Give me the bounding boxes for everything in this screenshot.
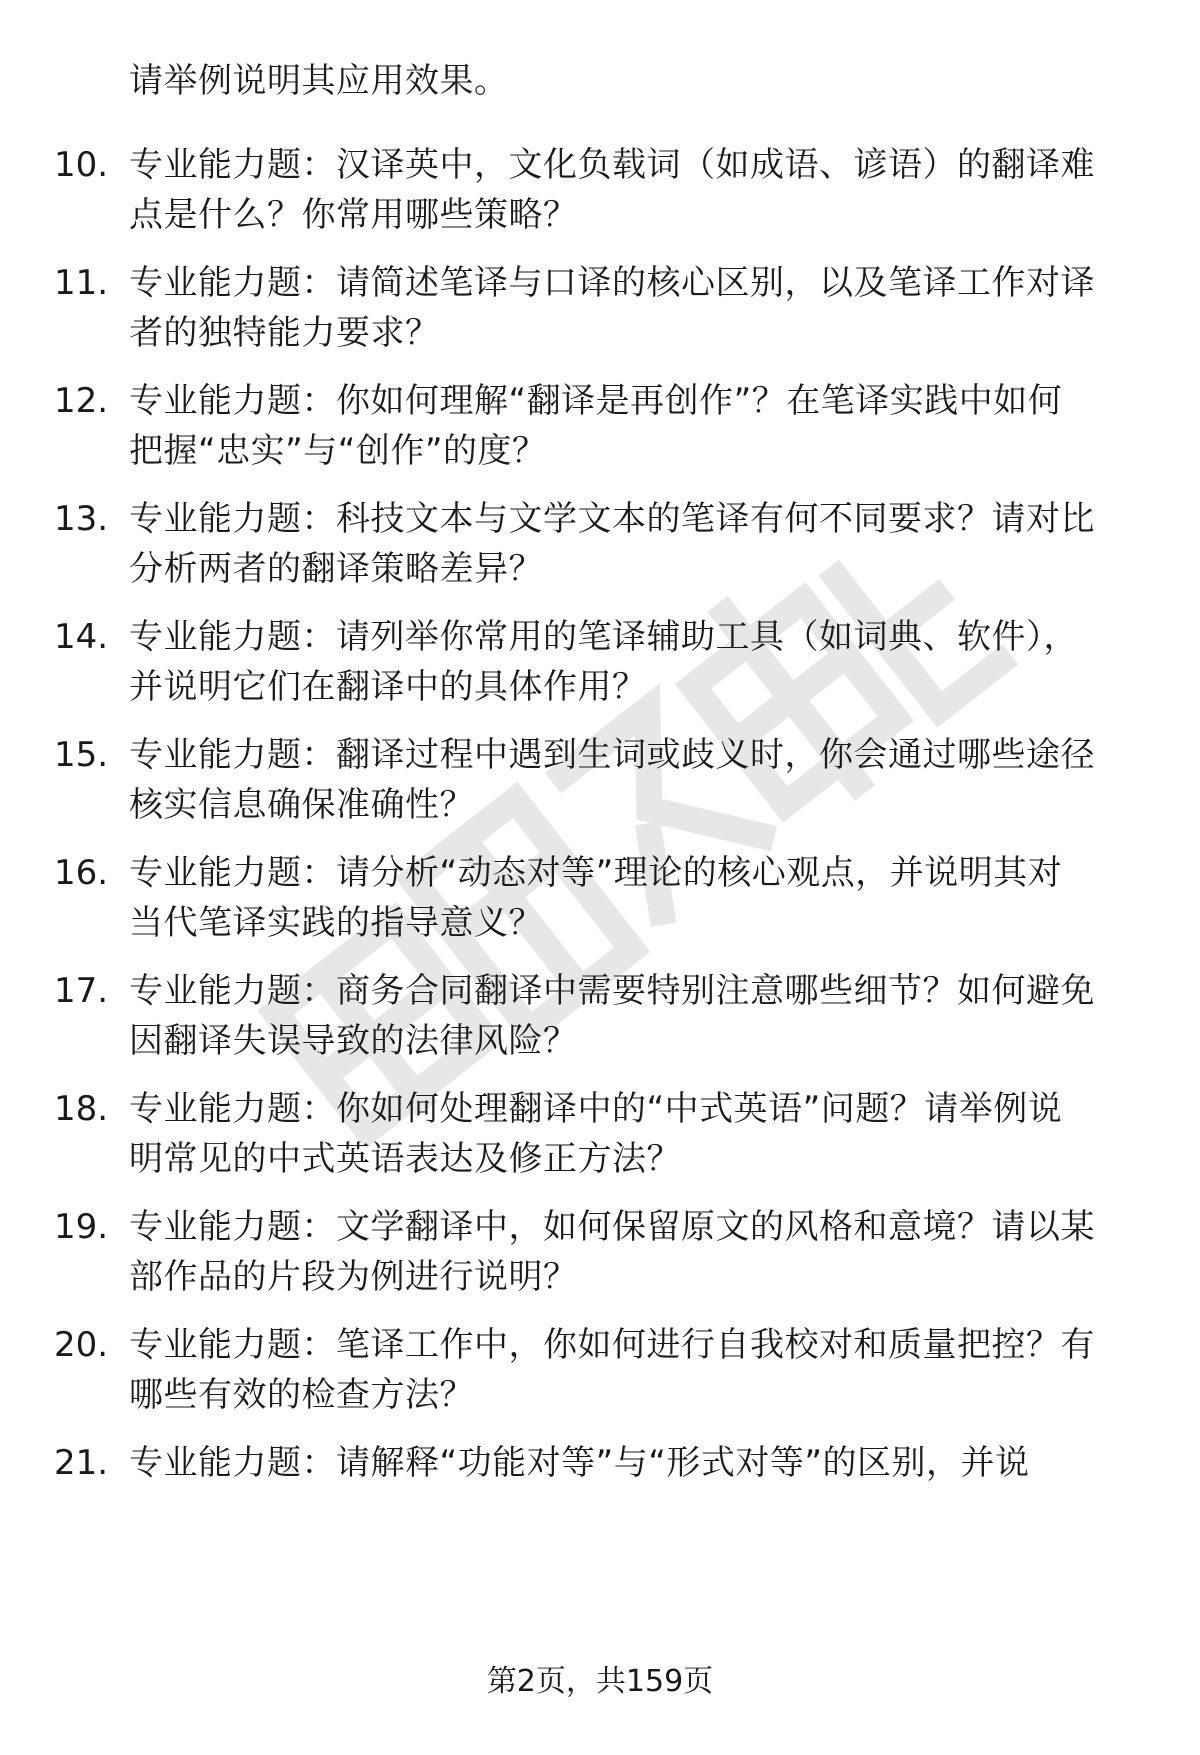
question-item <box>0 848 1200 966</box>
question-number: 11. <box>54 263 109 303</box>
question-line: 分析两者的翻译策略差异？ <box>129 549 543 589</box>
question-item <box>0 1320 1200 1438</box>
question-text <box>129 1438 1141 1488</box>
question-list <box>0 140 1200 1556</box>
question-line: 专业能力题：商务合同翻译中需要特别注意哪些细节？如何避免 <box>129 971 1095 1011</box>
question-line: 者的独特能力要求？ <box>129 313 440 353</box>
question-line: 专业能力题：你如何理解“翻译是再创作”？在笔译实践中如何 <box>129 381 1063 421</box>
question-number: 21. <box>54 1443 109 1483</box>
question-text <box>129 1202 1141 1302</box>
question-number: 17. <box>54 971 109 1011</box>
question-number: 14. <box>54 617 109 657</box>
question-text <box>129 140 1141 240</box>
question-text <box>129 966 1141 1066</box>
question-text <box>129 376 1141 476</box>
question-line: 哪些有效的检查方法？ <box>129 1375 474 1415</box>
question-number: 18. <box>54 1089 109 1129</box>
question-item <box>0 1084 1200 1202</box>
question-line: 并说明它们在翻译中的具体作用？ <box>129 667 647 707</box>
question-line: 专业能力题：请列举你常用的笔译辅助工具（如词典、软件）， <box>129 617 1078 657</box>
question-item <box>0 1438 1200 1556</box>
question-item <box>0 494 1200 612</box>
question-line: 部作品的片段为例进行说明？ <box>129 1257 578 1297</box>
question-line: 因翻译失误导致的法律风险？ <box>129 1021 578 1061</box>
continuation-text: 请举例说明其应用效果。 <box>129 61 509 101</box>
question-line: 专业能力题：笔译工作中，你如何进行自我校对和质量把控？有 <box>129 1325 1095 1365</box>
question-number: 19. <box>54 1207 109 1247</box>
question-line: 核实信息确保准确性？ <box>129 785 474 825</box>
question-text <box>129 1320 1141 1420</box>
question-line: 专业能力题：翻译过程中遇到生词或歧义时，你会通过哪些途径 <box>129 735 1095 775</box>
question-line: 点是什么？你常用哪些策略？ <box>129 195 578 235</box>
question-text <box>129 258 1141 358</box>
question-number: 13. <box>54 499 109 539</box>
question-text <box>129 1084 1141 1184</box>
question-number: 16. <box>54 853 109 893</box>
question-text <box>129 494 1141 594</box>
page-number-footer: 第2页，共159页 <box>486 1664 714 1699</box>
question-text <box>129 730 1141 830</box>
question-number: 20. <box>54 1325 109 1365</box>
question-item <box>0 258 1200 376</box>
question-item <box>0 140 1200 258</box>
question-line: 把握“忠实”与“创作”的度？ <box>129 431 547 471</box>
question-item <box>0 376 1200 494</box>
question-line: 专业能力题：请简述笔译与口译的核心区别，以及笔译工作对译 <box>129 263 1095 303</box>
question-number: 12. <box>54 381 109 421</box>
question-line: 专业能力题：请分析“动态对等”理论的核心观点，并说明其对 <box>129 853 1063 893</box>
question-item <box>0 730 1200 848</box>
question-line: 专业能力题：科技文本与文学文本的笔译有何不同要求？请对比 <box>129 499 1095 539</box>
question-line: 当代笔译实践的指导意义？ <box>129 903 543 943</box>
question-text <box>129 848 1141 948</box>
question-text <box>129 612 1141 712</box>
question-item <box>0 1202 1200 1320</box>
question-number: 10. <box>54 145 109 185</box>
question-line: 明常见的中式英语表达及修正方法？ <box>129 1139 681 1179</box>
question-line: 专业能力题：汉译英中，文化负载词（如成语、谚语）的翻译难 <box>129 145 1095 185</box>
question-item <box>0 612 1200 730</box>
question-line: 专业能力题：文学翻译中，如何保留原文的风格和意境？请以某 <box>129 1207 1095 1247</box>
question-number: 15. <box>54 735 109 775</box>
question-item <box>0 966 1200 1084</box>
question-line: 专业能力题：请解释“功能对等”与“形式对等”的区别，并说 <box>129 1443 1030 1483</box>
question-line: 专业能力题：你如何处理翻译中的“中式英语”问题？请举例说 <box>129 1089 1063 1129</box>
